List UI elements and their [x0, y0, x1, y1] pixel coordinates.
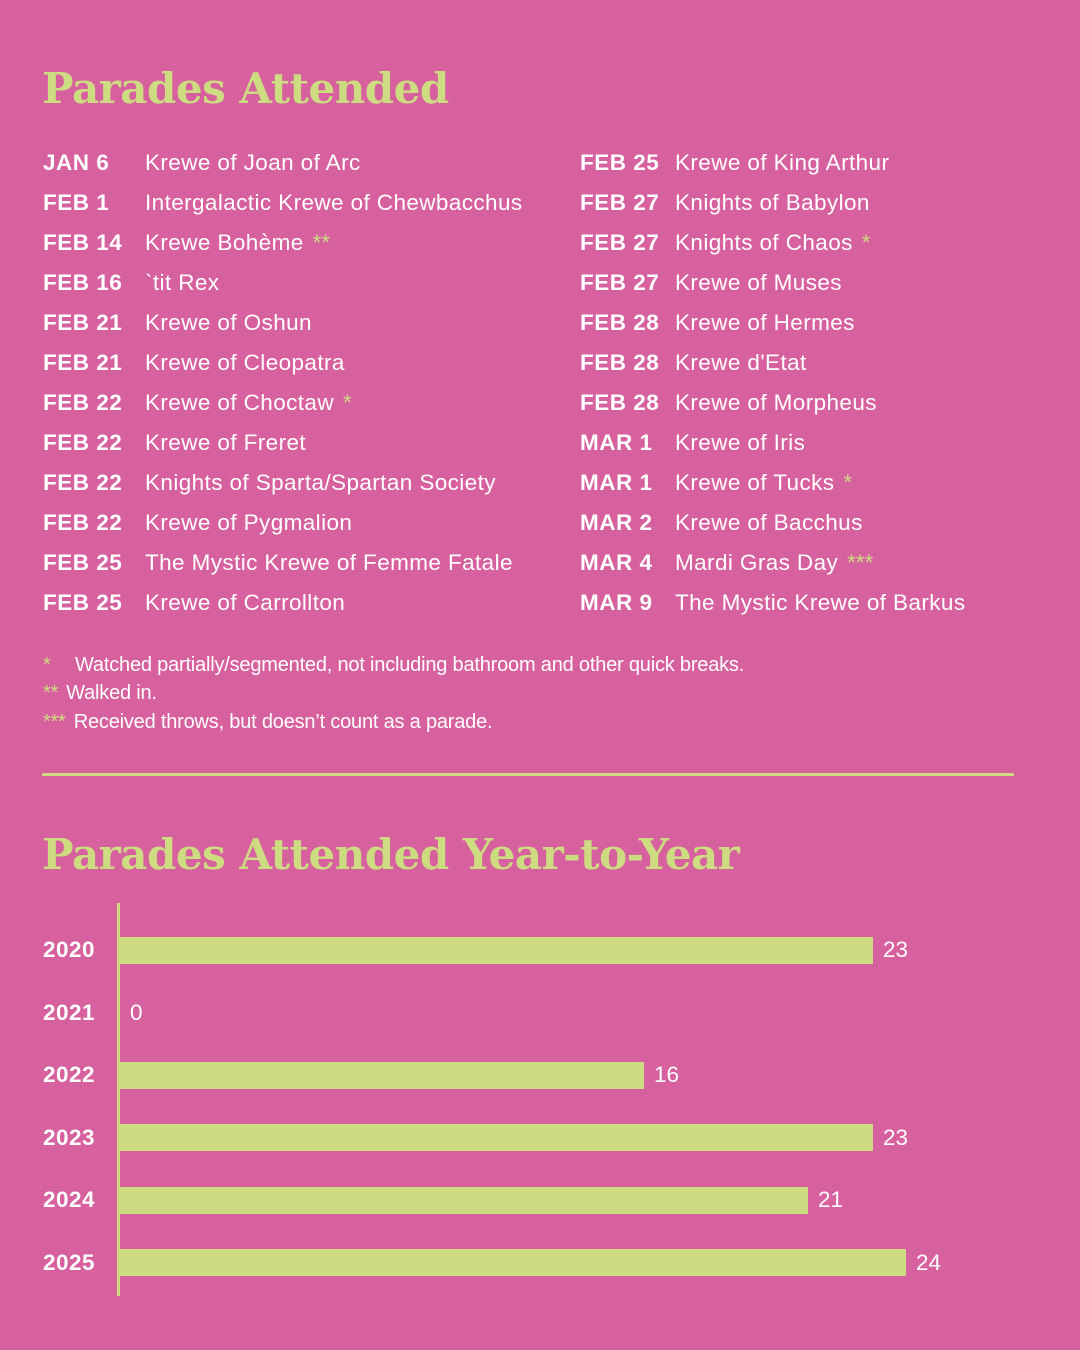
- chart-value-label: 0: [130, 999, 143, 1025]
- parade-list-item: [43, 423, 523, 463]
- footnotes: [43, 651, 744, 737]
- footnote-line: [43, 708, 744, 737]
- chart-value-label: 21: [818, 1187, 844, 1213]
- parade-date: FEB 25: [43, 590, 123, 615]
- parade-name: Knights of Chaos: [675, 230, 853, 255]
- parade-list-item: [580, 263, 966, 303]
- parade-date: FEB 22: [43, 430, 123, 455]
- parade-list-left-column: [43, 143, 523, 623]
- chart-rows: [43, 919, 1053, 1294]
- footnote-marker: ***: [43, 710, 66, 733]
- footnote-marker: *: [342, 390, 352, 415]
- parade-date: MAR 4: [580, 550, 653, 575]
- parade-list-item: [580, 583, 966, 623]
- parade-date: MAR 9: [580, 590, 653, 615]
- chart-bar: [120, 1062, 644, 1089]
- chart-year-label: 2024: [43, 1187, 96, 1213]
- chart-row: [43, 1044, 1053, 1107]
- parade-name: Krewe of Hermes: [675, 310, 855, 335]
- parade-list-item: [580, 383, 966, 423]
- parade-date: FEB 22: [43, 470, 123, 495]
- parade-date: FEB 27: [580, 190, 660, 215]
- parade-date: FEB 27: [580, 230, 660, 255]
- parade-date: JAN 6: [43, 150, 110, 175]
- parade-date: FEB 21: [43, 310, 123, 335]
- parade-name: Intergalactic Krewe of Chewbacchus: [145, 190, 523, 215]
- chart-row: [43, 1232, 1053, 1295]
- parade-list-item: [43, 263, 523, 303]
- parade-name: Krewe of Choctaw: [145, 390, 334, 415]
- parade-list-item: [43, 223, 523, 263]
- parade-list-item: [580, 543, 966, 583]
- parade-name: Krewe of Freret: [145, 430, 307, 455]
- parade-date: MAR 1: [580, 430, 653, 455]
- footnote-marker: **: [43, 682, 59, 705]
- chart-row: [43, 1107, 1053, 1170]
- chart-value-label: 24: [916, 1249, 942, 1275]
- parade-list-item: [43, 543, 523, 583]
- parade-list-item: [580, 303, 966, 343]
- parade-name: Mardi Gras Day: [675, 550, 839, 575]
- parade-list-item: [43, 383, 523, 423]
- parade-list-item: [580, 463, 966, 503]
- parade-list-right-column: [580, 143, 966, 623]
- parade-date: FEB 1: [43, 190, 110, 215]
- chart-year-label: 2021: [43, 999, 96, 1025]
- page-title: Parades Attended: [42, 64, 449, 113]
- parade-name: Krewe of King Arthur: [675, 150, 890, 175]
- parade-name: Krewe of Iris: [675, 430, 806, 455]
- parade-date: FEB 22: [43, 390, 123, 415]
- parade-name: Krewe of Joan of Arc: [145, 150, 361, 175]
- chart-row: [43, 1169, 1053, 1232]
- chart-year-label: 2025: [43, 1249, 96, 1275]
- parade-list-item: [43, 143, 523, 183]
- parade-list-item: [580, 143, 966, 183]
- parade-list-item: [580, 343, 966, 383]
- parade-list-item: [580, 503, 966, 543]
- parade-list-item: [43, 183, 523, 223]
- parade-list-item: [43, 583, 523, 623]
- parade-date: FEB 28: [580, 390, 660, 415]
- parade-date: MAR 1: [580, 470, 653, 495]
- parade-date: MAR 2: [580, 510, 653, 535]
- parade-date: FEB 25: [43, 550, 123, 575]
- parade-name: Krewe d'Etat: [675, 350, 807, 375]
- chart-value-label: 16: [654, 1062, 680, 1088]
- parade-name: Krewe Bohème: [145, 230, 304, 255]
- footnote-text: Received throws, but doesn’t count as a parade.: [73, 710, 493, 733]
- bar-chart: [43, 903, 1053, 1303]
- chart-row: [43, 919, 1053, 982]
- footnote-marker: *: [43, 653, 51, 676]
- parade-name: Krewe of Morpheus: [675, 390, 877, 415]
- parade-list-item: [43, 303, 523, 343]
- chart-bar: [120, 1249, 906, 1276]
- chart-bar: [120, 1187, 808, 1214]
- parade-list: [43, 143, 1048, 623]
- parade-name: Krewe of Bacchus: [675, 510, 863, 535]
- parade-list-item: [43, 343, 523, 383]
- parade-name: The Mystic Krewe of Femme Fatale: [145, 550, 513, 575]
- parade-name: Krewe of Muses: [675, 270, 842, 295]
- parade-date: FEB 22: [43, 510, 123, 535]
- footnote-text: Watched partially/segmented, not including bathroom and other quick breaks.: [75, 653, 745, 676]
- footnote-line: [43, 680, 744, 709]
- parade-date: FEB 14: [43, 230, 123, 255]
- chart-row: [43, 982, 1053, 1045]
- parade-list-item: [580, 183, 966, 223]
- parade-date: FEB 25: [580, 150, 660, 175]
- footnote-marker: *: [861, 230, 871, 255]
- parade-date: FEB 28: [580, 350, 660, 375]
- parade-name: Krewe of Cleopatra: [145, 350, 345, 375]
- footnote-text: Walked in.: [66, 682, 157, 705]
- footnote-line: [43, 651, 744, 680]
- footnote-marker: *: [843, 470, 853, 495]
- parade-date: FEB 27: [580, 270, 660, 295]
- parade-name: Krewe of Pygmalion: [145, 510, 353, 535]
- parade-date: FEB 28: [580, 310, 660, 335]
- footnote-marker: ***: [847, 550, 874, 575]
- chart-bar: [120, 1124, 873, 1151]
- parade-list-item: [580, 223, 966, 263]
- chart-title: Parades Attended Year-to-Year: [42, 830, 740, 879]
- parade-list-item: [43, 503, 523, 543]
- chart-value-label: 23: [883, 937, 909, 963]
- parade-list-item: [43, 463, 523, 503]
- chart-year-label: 2022: [43, 1062, 96, 1088]
- parade-date: FEB 16: [43, 270, 123, 295]
- parade-list-item: [580, 423, 966, 463]
- parade-name: Knights of Sparta/Spartan Society: [145, 470, 496, 495]
- chart-value-label: 23: [883, 1124, 909, 1150]
- parade-name: Knights of Babylon: [675, 190, 870, 215]
- section-divider: [42, 773, 1014, 776]
- parade-date: FEB 21: [43, 350, 123, 375]
- chart-year-label: 2020: [43, 937, 96, 963]
- chart-bar: [120, 937, 873, 964]
- parade-name: Krewe of Oshun: [145, 310, 312, 335]
- parade-name: `tit Rex: [145, 270, 220, 295]
- footnote-marker: **: [312, 230, 331, 255]
- parade-name: Krewe of Tucks: [675, 470, 835, 495]
- parade-name: The Mystic Krewe of Barkus: [675, 590, 966, 615]
- parade-name: Krewe of Carrollton: [145, 590, 346, 615]
- chart-year-label: 2023: [43, 1124, 96, 1150]
